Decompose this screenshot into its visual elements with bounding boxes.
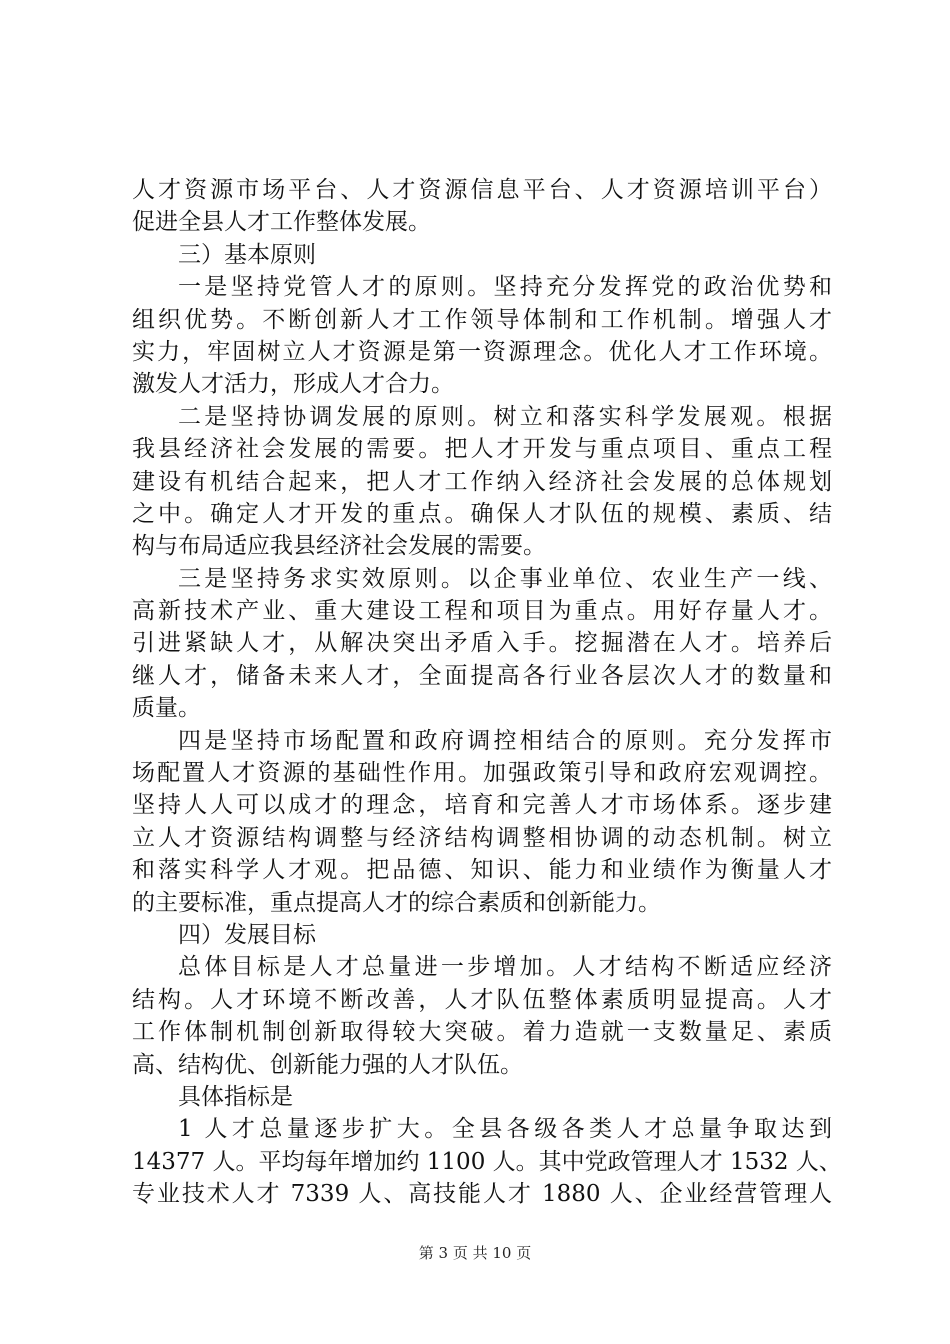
- text-line: 工作体制机制创新取得较大突破。着力造就一支数量足、素质: [132, 1019, 832, 1046]
- text-line: 14377 人。平均每年增加约 1100 人。其中党政管理人才 1532 人、: [132, 1148, 842, 1175]
- page-footer: [0, 1242, 950, 1263]
- text-line: 质量。: [132, 695, 201, 722]
- text-line: 构与布局适应我县经济社会发展的需要。: [132, 533, 546, 560]
- text-line: 二是坚持协调发展的原则。树立和落实科学发展观。根据: [178, 403, 832, 430]
- text-line: 立人才资源结构调整与经济结构调整相协调的动态机制。树立: [132, 824, 832, 851]
- text-line: 三）基本原则: [178, 241, 316, 268]
- text-line: 我县经济社会发展的需要。把人才开发与重点项目、重点工程: [132, 436, 832, 463]
- text-line: 1 人才总量逐步扩大。全县各级各类人才总量争取达到: [178, 1116, 832, 1143]
- text-line: 人才资源市场平台、人才资源信息平台、人才资源培训平台）: [132, 177, 832, 203]
- text-line: 四是坚持市场配置和政府调控相结合的原则。充分发挥市: [178, 727, 832, 754]
- text-line: 之中。确定人才开发的重点。确保人才队伍的规模、素质、结: [132, 500, 832, 527]
- text-line: 继人才，储备未来人才，全面提高各行业各层次人才的数量和: [132, 662, 832, 689]
- text-line: 高新技术产业、重大建设工程和项目为重点。用好存量人才。: [132, 598, 832, 625]
- text-line: 三是坚持务求实效原则。以企事业单位、农业生产一线、: [178, 565, 832, 592]
- text-line: 结构。人才环境不断改善，人才队伍整体素质明显提高。人才: [132, 986, 832, 1013]
- text-line: 组织优势。不断创新人才工作领导体制和工作机制。增强人才: [132, 306, 832, 333]
- document-body: [132, 174, 842, 1211]
- text-line: 实力，牢固树立人才资源是第一资源理念。优化人才工作环境。: [132, 338, 832, 365]
- text-line: 和落实科学人才观。把品德、知识、能力和业绩作为衡量人才: [132, 857, 832, 884]
- text-line: 总体目标是人才总量进一步增加。人才结构不断适应经济: [178, 954, 832, 981]
- text-line: 坚持人人可以成才的理念，培育和完善人才市场体系。逐步建: [132, 792, 832, 819]
- text-line: 专业技术人才 7339 人、高技能人才 1880 人、企业经营管理人: [132, 1181, 832, 1208]
- text-line: 建设有机结合起来，把人才工作纳入经济社会发展的总体规划: [132, 468, 832, 495]
- text-line: 高、结构优、创新能力强的人才队伍。: [132, 1051, 523, 1078]
- text-line: 四）发展目标: [178, 921, 316, 948]
- text-line: 一是坚持党管人才的原则。坚持充分发挥党的政治优势和: [178, 274, 832, 301]
- text-line: 的主要标准，重点提高人才的综合素质和创新能力。: [132, 889, 661, 916]
- text-line: 具体指标是: [178, 1083, 293, 1110]
- text-line: 引进紧缺人才，从解决突出矛盾入手。挖掘潜在人才。培养后: [132, 630, 832, 657]
- text-line: 促进全县人才工作整体发展。: [132, 209, 431, 236]
- page-number-label: 第 3 页 共 10 页: [418, 1244, 532, 1262]
- text-line: 激发人才活力，形成人才合力。: [132, 371, 454, 398]
- text-line: 场配置人才资源的基础性作用。加强政策引导和政府宏观调控。: [132, 760, 832, 787]
